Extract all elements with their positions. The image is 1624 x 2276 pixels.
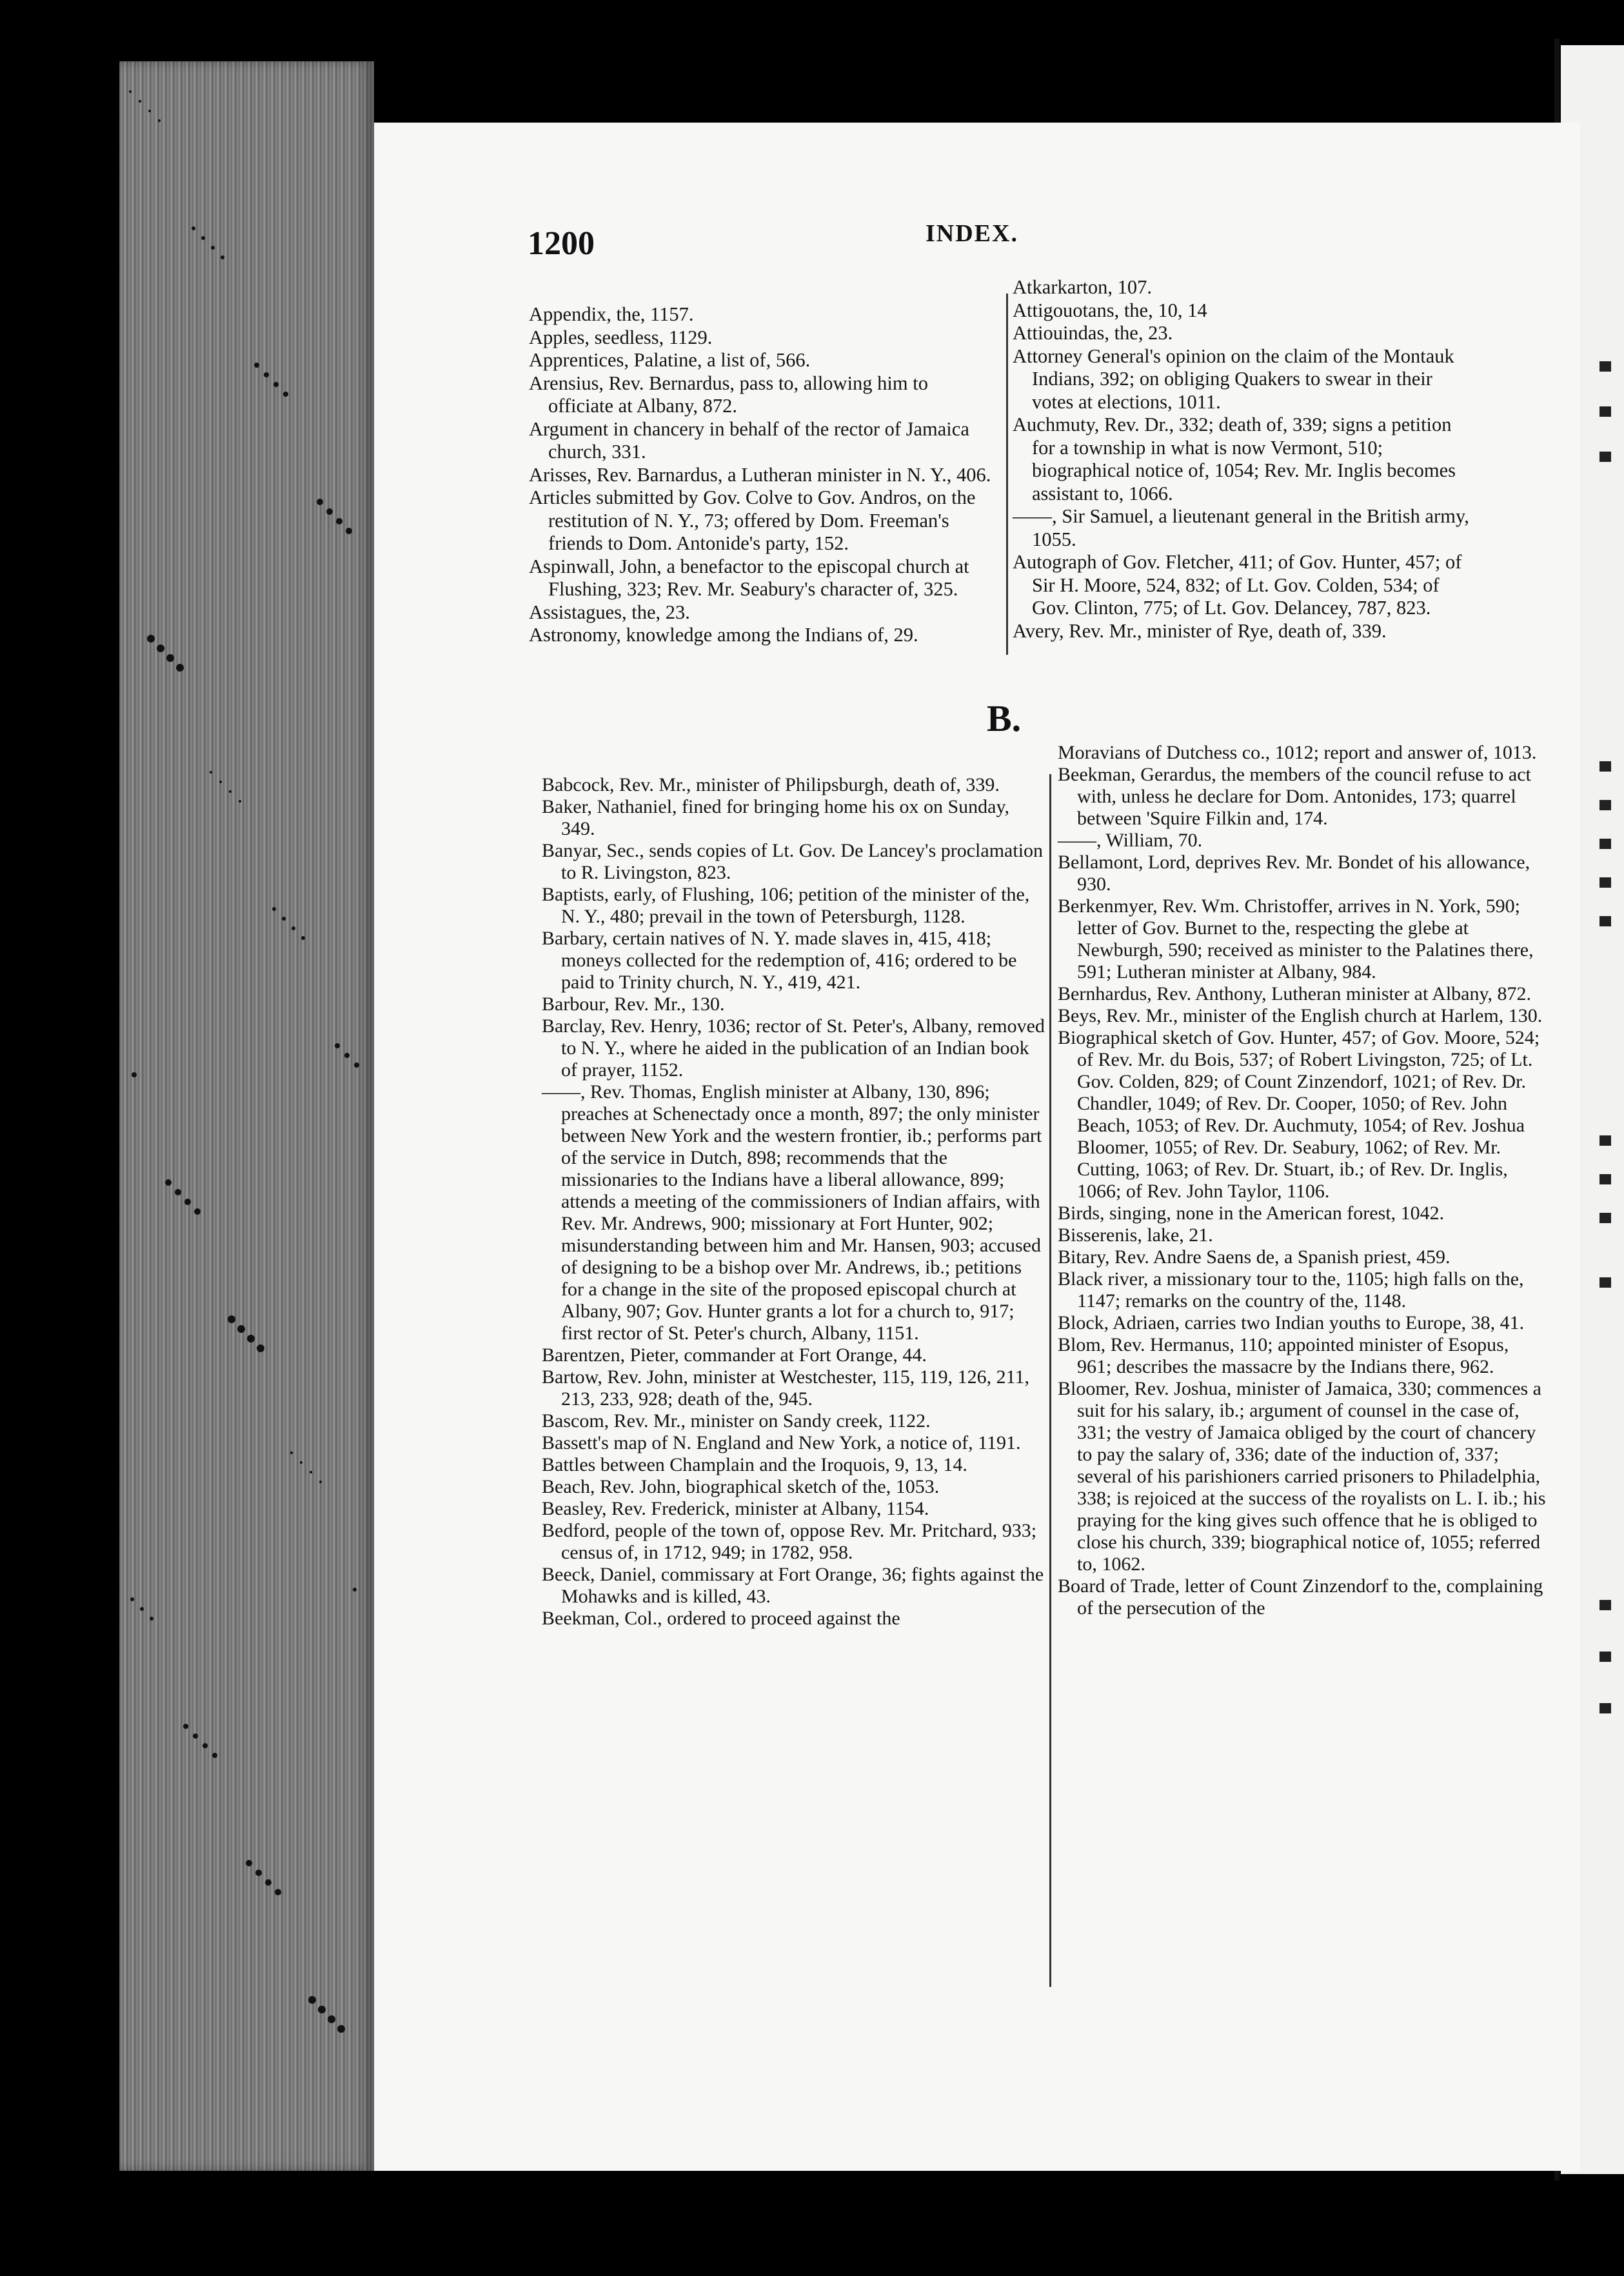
- paper-speck: [346, 528, 352, 534]
- paper-speck: [336, 518, 342, 524]
- index-entry: Bellamont, Lord, deprives Rev. Mr. Bondet of his allowance, 930.: [1058, 852, 1530, 895]
- index-entry: Bassett's map of N. England and New York, a notice of, 1191.: [542, 1432, 1021, 1453]
- margin-mark: [1599, 1277, 1611, 1288]
- index-column-b-b: [1058, 742, 1548, 1619]
- index-entry: Block, Adriaen, carries two Indian youths to Europe, 38, 41.: [1058, 1312, 1525, 1333]
- index-entry: ——, Sir Samuel, a lieutenant general in the British army, 1055.: [1013, 505, 1469, 550]
- margin-mark: [1599, 916, 1611, 926]
- index-entry: ——, Rev. Thomas, English minister at Albany, 130, 896; preaches at Schenectady once a month, 897; the only minister between New York and the western frontier, ib.; performs part of the service in Dutch, 898; recommends that the missionaries to the Indians have a liberal allowance, 899; attends a meeting of the commissioners of Indian affairs, with Rev. Mr. Andrews, 900; missionary at Fort Hunter, 902; misunderstanding between him and Mr. Hansen, 903; accused of designing to be a bishop over Mr. Andrews, ib.; petitions for a change in the site of the proposed episcopal church at Albany, 907; Gov. Hunter grants a lot for a church to, 917; first rector of St. Peter's church, Albany, 1151.: [542, 1081, 1042, 1344]
- paper-speck: [328, 2015, 335, 2023]
- paper-speck: [129, 90, 132, 93]
- paper-speck: [290, 1452, 293, 1454]
- index-entry: Articles submitted by Gov. Colve to Gov. Andros, on the restitution of N. Y., 73; offered by Dom. Freeman's friends to Dom. Antonide's party, 152.: [529, 486, 976, 554]
- page-title: INDEX.: [926, 220, 1018, 247]
- paper-speck: [203, 1743, 208, 1748]
- paper-speck: [140, 1607, 144, 1611]
- index-entry: Barbour, Rev. Mr., 130.: [542, 993, 725, 1015]
- index-entry: Aspinwall, John, a benefactor to the episcopal church at Flushing, 323; Rev. Mr. Seabury's character of, 325.: [529, 555, 969, 600]
- index-entry: Attiouindas, the, 23.: [1013, 322, 1173, 344]
- column-rule-bottom: [1049, 774, 1051, 1987]
- paper-speck: [210, 771, 212, 774]
- paper-speck: [239, 800, 241, 803]
- margin-mark: [1599, 839, 1611, 849]
- paper-speck: [354, 1063, 359, 1068]
- index-entry: Bloomer, Rev. Joshua, minister of Jamaica, 330; commences a suit for his salary, ib.; argument of counsel in the case of, 331; the vestry of Jamaica obliged by the court of chancery to pay the salary of, 336; date of the induction of, 337; several of his parishioners carried prisoners to Philadelphia, 338; is rejoiced at the success of the royalists on L. I. ib.; his praying for the king gives such offence that he is obliged to close his church, 339; biographical notice of, 1055; referred to, 1062.: [1058, 1378, 1546, 1575]
- margin-mark: [1599, 361, 1611, 372]
- paper-speck: [265, 1879, 272, 1886]
- index-entry: Birds, singing, none in the American forest, 1042.: [1058, 1203, 1445, 1224]
- margin-mark: [1599, 877, 1611, 888]
- paper-speck: [150, 1617, 153, 1621]
- index-entry: Black river, a missionary tour to the, 1105; high falls on the, 1147; remarks on the country of the, 1148.: [1058, 1268, 1524, 1312]
- paper-speck: [344, 1053, 350, 1058]
- margin-mark: [1599, 1213, 1611, 1223]
- paper-speck: [166, 654, 174, 662]
- paper-speck: [194, 1208, 201, 1215]
- margin-mark: [1599, 1600, 1611, 1610]
- index-entry: ——, William, 70.: [1058, 830, 1203, 851]
- paper-speck: [317, 499, 323, 505]
- paper-speck: [237, 1325, 245, 1333]
- index-entry: Bartow, Rev. John, minister at Westchester, 115, 119, 126, 211, 213, 233, 928; death of the, 945.: [542, 1366, 1029, 1410]
- section-letter-b: B.: [987, 697, 1022, 739]
- index-entry: Apples, seedless, 1129.: [529, 326, 713, 348]
- index-entry: Appendix, the, 1157.: [529, 303, 694, 325]
- index-entry: Beach, Rev. John, biographical sketch of the, 1053.: [542, 1476, 940, 1497]
- index-entry: Astronomy, knowledge among the Indians of, 29.: [529, 624, 918, 646]
- index-entry: Attigouotans, the, 10, 14: [1013, 299, 1207, 321]
- paper-speck: [282, 917, 286, 921]
- paper-speck: [247, 1335, 255, 1343]
- paper-speck: [212, 1753, 217, 1758]
- paper-speck: [257, 1344, 264, 1352]
- index-entry: Beekman, Gerardus, the members of the council refuse to act with, unless he declare for Dom. Antonides, 173; quarrel between 'Squire Filkin and, 174.: [1058, 764, 1531, 829]
- paper-speck: [201, 236, 205, 240]
- paper-speck: [157, 644, 164, 652]
- index-entry: Autograph of Gov. Fletcher, 411; of Gov. Hunter, 457; of Sir H. Moore, 524, 832; of Lt. Gov. Colden, 534; of Gov. Clinton, 775; of Lt. Gov. Delancey, 787, 823.: [1013, 551, 1462, 619]
- paper-speck: [310, 1471, 312, 1473]
- paper-speck: [353, 1588, 357, 1592]
- paper-speck: [318, 2006, 326, 2013]
- margin-mark: [1599, 1135, 1611, 1146]
- paper-speck: [272, 907, 276, 911]
- paper-speck: [335, 1043, 340, 1048]
- paper-speck: [283, 392, 288, 397]
- index-entry: Bascom, Rev. Mr., minister on Sandy creek, 1122.: [542, 1410, 931, 1432]
- index-entry: Moravians of Dutchess co., 1012; report and answer of, 1013.: [1058, 742, 1537, 763]
- paper-speck: [264, 372, 269, 377]
- index-entry: Bisserenis, lake, 21.: [1058, 1224, 1213, 1246]
- index-entry: Beeck, Daniel, commissary at Fort Orange, 36; fights against the Mohawks and is killed, 43.: [542, 1564, 1044, 1607]
- index-entry: Baptists, early, of Flushing, 106; petition of the minister of the, N. Y., 480; prevail in the town of Petersburgh, 1128.: [542, 884, 1030, 927]
- paper-speck: [183, 1724, 188, 1729]
- facing-page-marks: [1593, 0, 1624, 2276]
- column-rule-top: [1006, 294, 1008, 655]
- index-entry: Battles between Champlain and the Iroquois, 9, 13, 14.: [542, 1454, 967, 1475]
- index-entry: Babcock, Rev. Mr., minister of Philipsburgh, death of, 339.: [542, 774, 1000, 795]
- index-entry: Bernhardus, Rev. Anthony, Lutheran minister at Albany, 872.: [1058, 983, 1532, 1004]
- index-entry: Biographical sketch of Gov. Hunter, 457; of Gov. Moore, 524; of Rev. Mr. du Bois, 537; of Robert Livingston, 725; of Lt. Gov. Colden, 829; of Count Zinzendorf, 1021; of Rev. Dr. Chandler, 1049; of Rev. Dr. Cooper, 1050; of Rev. John Beach, 1053; of Rev. Dr. Auchmuty, 1054; of Rev. Joshua Bloomer, 1055; of Rev. Dr. Seabury, 1062; of Rev. Mr. Cutting, 1063; of Rev. Dr. Stuart, ib.; of Rev. Dr. Inglis, 1066; of Rev. John Taylor, 1106.: [1058, 1027, 1540, 1202]
- index-entry: Auchmuty, Rev. Dr., 332; death of, 339; signs a petition for a township in what is now Vermont, 510; biographical notice of, 1054; Rev. Mr. Inglis becomes assistant to, 1066.: [1013, 414, 1456, 504]
- index-entry: Attorney General's opinion on the claim of the Montauk Indians, 392; on obliging Quakers to swear in their votes at elections, 1011.: [1013, 344, 1454, 413]
- margin-mark: [1599, 1174, 1611, 1184]
- margin-mark: [1599, 761, 1611, 772]
- index-entry: Barclay, Rev. Henry, 1036; rector of St. Peter's, Albany, removed to N. Y., where he aided in the publication of an Indian book of prayer, 1152.: [542, 1015, 1045, 1081]
- paper-speck: [308, 1996, 316, 2004]
- paper-speck: [132, 1072, 137, 1077]
- page-number: 1200: [528, 225, 595, 262]
- index-entry: Arisses, Rev. Barnardus, a Lutheran minister in N. Y., 406.: [529, 463, 991, 486]
- paper-speck: [211, 246, 215, 250]
- index-entry: Blom, Rev. Hermanus, 110; appointed minister of Esopus, 961; describes the massacre by the Indians there, 962.: [1058, 1334, 1509, 1377]
- paper-speck: [255, 1870, 262, 1876]
- index-column-a-b: [542, 774, 1045, 1630]
- paper-speck: [319, 1481, 322, 1483]
- paper-speck: [176, 664, 184, 672]
- index-entry: Bitary, Rev. Andre Saens de, a Spanish priest, 459.: [1058, 1246, 1451, 1268]
- paper-speck: [292, 926, 295, 930]
- paper-speck: [300, 1461, 302, 1464]
- index-entry: Assistagues, the, 23.: [529, 601, 690, 623]
- margin-mark: [1599, 406, 1611, 417]
- paper-speck: [301, 936, 305, 940]
- paper-speck: [165, 1179, 172, 1186]
- paper-speck: [192, 226, 195, 230]
- paper-speck: [184, 1199, 191, 1205]
- index-entry: Beasley, Rev. Frederick, minister at Albany, 1154.: [542, 1498, 929, 1519]
- paper-speck: [254, 363, 259, 368]
- index-entry: Bedford, people of the town of, oppose Rev. Mr. Pritchard, 933; census of, in 1712, 949; in 1782, 958.: [542, 1520, 1037, 1563]
- paper-speck: [158, 119, 161, 122]
- index-entry: Board of Trade, letter of Count Zinzendorf to the, complaining of the persecution of the: [1058, 1575, 1543, 1619]
- index-entry: Barbary, certain natives of N. Y. made slaves in, 415, 418; moneys collected for the redemption of, 416; ordered to be paid to Trinity church, N. Y., 419, 421.: [542, 928, 1017, 993]
- paper-speck: [221, 255, 224, 259]
- paper-speck: [246, 1860, 252, 1866]
- paper-speck: [130, 1597, 134, 1601]
- paper-speck: [148, 110, 151, 112]
- paper-speck: [228, 1315, 235, 1323]
- index-entry: Beekman, Col., ordered to proceed against the: [542, 1608, 900, 1629]
- paper-speck: [139, 100, 141, 103]
- paper-speck: [337, 2025, 345, 2033]
- index-column-a-top: [529, 303, 993, 647]
- margin-mark: [1599, 1652, 1611, 1662]
- index-entry: Atkarkarton, 107.: [1013, 276, 1152, 298]
- index-entry: Argument in chancery in behalf of the rector of Jamaica church, 331.: [529, 417, 969, 463]
- index-entry: Apprentices, Palatine, a list of, 566.: [529, 349, 811, 371]
- paper-speck: [147, 635, 155, 643]
- paper-speck: [275, 1889, 281, 1895]
- index-entry: Arensius, Rev. Bernardus, pass to, allowing him to officiate at Albany, 872.: [529, 372, 928, 417]
- margin-mark: [1599, 1703, 1611, 1713]
- margin-mark: [1599, 800, 1611, 810]
- paper-speck: [326, 508, 333, 515]
- paper-speck: [219, 781, 222, 783]
- paper-speck: [175, 1189, 181, 1195]
- index-entry: Baker, Nathaniel, fined for bringing home his ox on Sunday, 349.: [542, 796, 1010, 839]
- paper-speck: [273, 382, 279, 387]
- book-page-edges: [119, 61, 374, 2171]
- paper-speck: [229, 790, 232, 793]
- index-entry: Barentzen, Pieter, commander at Fort Orange, 44.: [542, 1344, 927, 1366]
- index-entry: Banyar, Sec., sends copies of Lt. Gov. De Lancey's proclamation to R. Livingston, 823.: [542, 840, 1044, 883]
- index-entry: Beys, Rev. Mr., minister of the English church at Harlem, 130.: [1058, 1005, 1543, 1026]
- index-entry: Avery, Rev. Mr., minister of Rye, death of, 339.: [1013, 619, 1387, 642]
- paper-speck: [193, 1733, 198, 1739]
- index-column-b-top: [1013, 276, 1477, 643]
- index-entry: Berkenmyer, Rev. Wm. Christoffer, arrives in N. York, 590; letter of Gov. Burnet to the, respecting the glebe at Newburgh, 590; received as minister to the Palatines there, 591; Lutheran minister at Albany, 984.: [1058, 895, 1534, 983]
- margin-mark: [1599, 452, 1611, 462]
